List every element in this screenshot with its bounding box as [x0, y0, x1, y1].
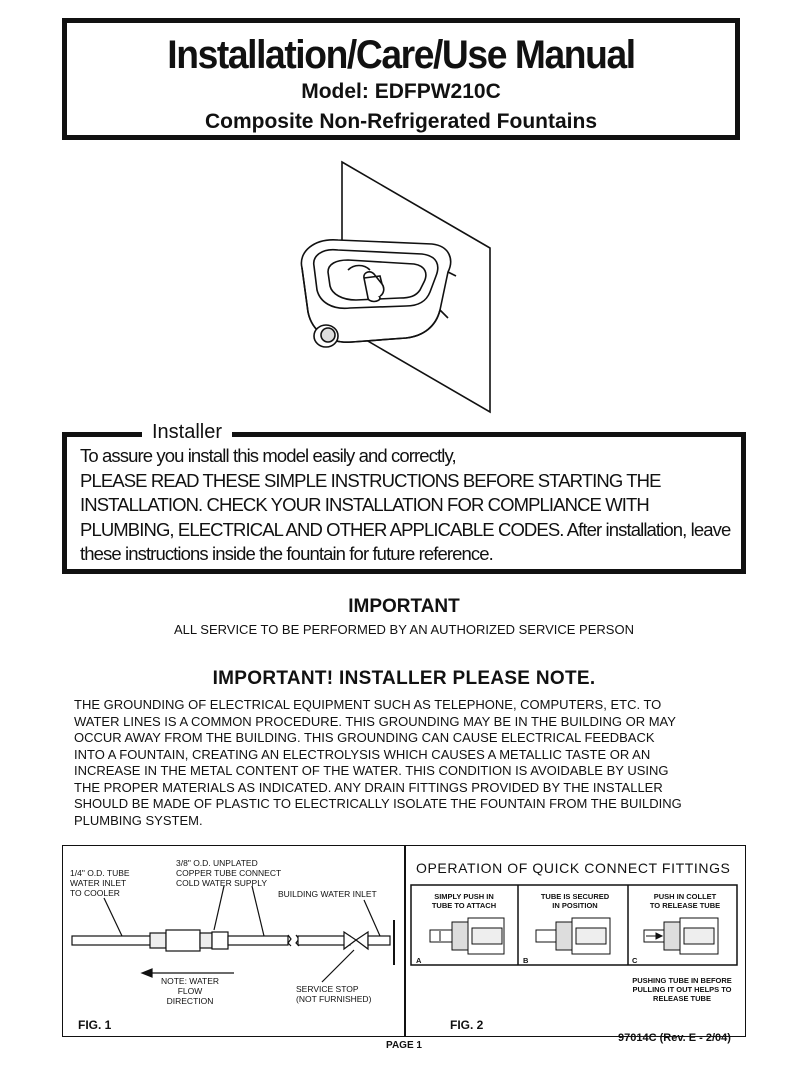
- installer-line: PLUMBING, ELECTRICAL AND OTHER APPLICABLE CODES. After installation, leave: [80, 518, 731, 540]
- note-line: THE PROPER MATERIALS AS INDICATED. ANY DRAIN FITTINGS PROVIDED BY THE INSTALLER: [74, 779, 663, 795]
- tube-inlet-label: 1/4" O.D. TUBE WATER INLET TO COOLER: [70, 868, 130, 898]
- installer-line: To assure you install this model easily and correctly,: [80, 445, 456, 466]
- service-stop-label: SERVICE STOP (NOT FURNISHED): [296, 984, 372, 1004]
- installer-legend: Installer: [142, 420, 232, 444]
- installer-note-heading: IMPORTANT! INSTALLER PLEASE NOTE.: [212, 668, 596, 689]
- installer-note-body: [74, 697, 754, 829]
- note-line: THE GROUNDING OF ELECTRICAL EQUIPMENT SUCH AS TELEPHONE, COMPUTERS, ETC. TO: [74, 697, 662, 712]
- fountain-illustration: [290, 160, 500, 415]
- important-text: ALL SERVICE TO BE PERFORMED BY AN AUTHORIZED SERVICE PERSON: [174, 622, 634, 637]
- fig2-title: OPERATION OF QUICK CONNECT FITTINGS: [416, 860, 731, 876]
- panel-c-letter: C: [632, 956, 638, 965]
- panel-c-caption: PUSH IN COLLET TO RELEASE TUBE: [649, 892, 721, 910]
- panel-b-caption: TUBE IS SECURED IN POSITION: [540, 892, 610, 910]
- note-line: INCREASE IN THE METAL CONTENT OF THE WATER. THIS CONDITION IS AVOIDABLE BY USING: [74, 763, 669, 778]
- note-line: PLUMBING SYSTEM.: [74, 812, 203, 828]
- manual-title: Installation/Care/Use Manual: [167, 33, 635, 77]
- figures-divider: [404, 845, 406, 1037]
- note-line: INTO A FOUNTAIN, CREATING AN ELECTROLYSIS WHICH CAUSES A METALLIC TASTE OR AN: [74, 746, 651, 762]
- panel-a-letter: A: [416, 956, 422, 965]
- page-number: PAGE 1: [386, 1040, 422, 1051]
- note-line: OCCUR AWAY FROM THE BUILDING. THIS GROUNDING CAN CAUSE ELECTRICAL FEEDBACK: [74, 730, 655, 745]
- copper-tube-label: 3/8" O.D. UNPLATED COPPER TUBE CONNECT COLD WATER SUPPLY: [176, 858, 282, 888]
- title-box: [62, 18, 740, 140]
- fig1-label: FIG. 1: [78, 1018, 112, 1032]
- model-number: Model: EDFPW210C: [301, 80, 501, 103]
- installer-line: PLEASE READ THESE SIMPLE INSTRUCTIONS BEFORE STARTING THE: [80, 469, 661, 491]
- note-line: WATER LINES IS A COMMON PROCEDURE. THIS GROUNDING MAY BE IN THE BUILDING OR MAY: [74, 713, 676, 729]
- note-line: SHOULD BE MADE OF PLASTIC TO ELECTRICALLY ISOLATE THE FOUNTAIN FROM THE BUILDING: [74, 796, 682, 811]
- product-subtitle: Composite Non-Refrigerated Fountains: [204, 110, 598, 133]
- building-inlet-label: BUILDING WATER INLET: [278, 889, 377, 899]
- installer-instructions: [80, 444, 740, 567]
- flow-note-label: NOTE: WATER FLOW DIRECTION: [160, 976, 220, 1006]
- fig2-label: FIG. 2: [450, 1018, 484, 1032]
- installer-line: INSTALLATION. CHECK YOUR INSTALLATION FOR COMPLIANCE WITH: [80, 494, 649, 515]
- fig1-drawing: [64, 880, 402, 990]
- panel-a-caption: SIMPLY PUSH IN TUBE TO ATTACH: [431, 892, 497, 910]
- important-heading: IMPORTANT: [348, 596, 460, 617]
- panel-b-letter: B: [523, 956, 529, 965]
- installer-line: these instructions inside the fountain for future reference.: [80, 543, 493, 564]
- fig2-footnote: PUSHING TUBE IN BEFORE PULLING IT OUT HELPS TO RELEASE TUBE: [632, 976, 732, 1003]
- document-code: 97014C (Rev. E - 2/04): [618, 1032, 731, 1044]
